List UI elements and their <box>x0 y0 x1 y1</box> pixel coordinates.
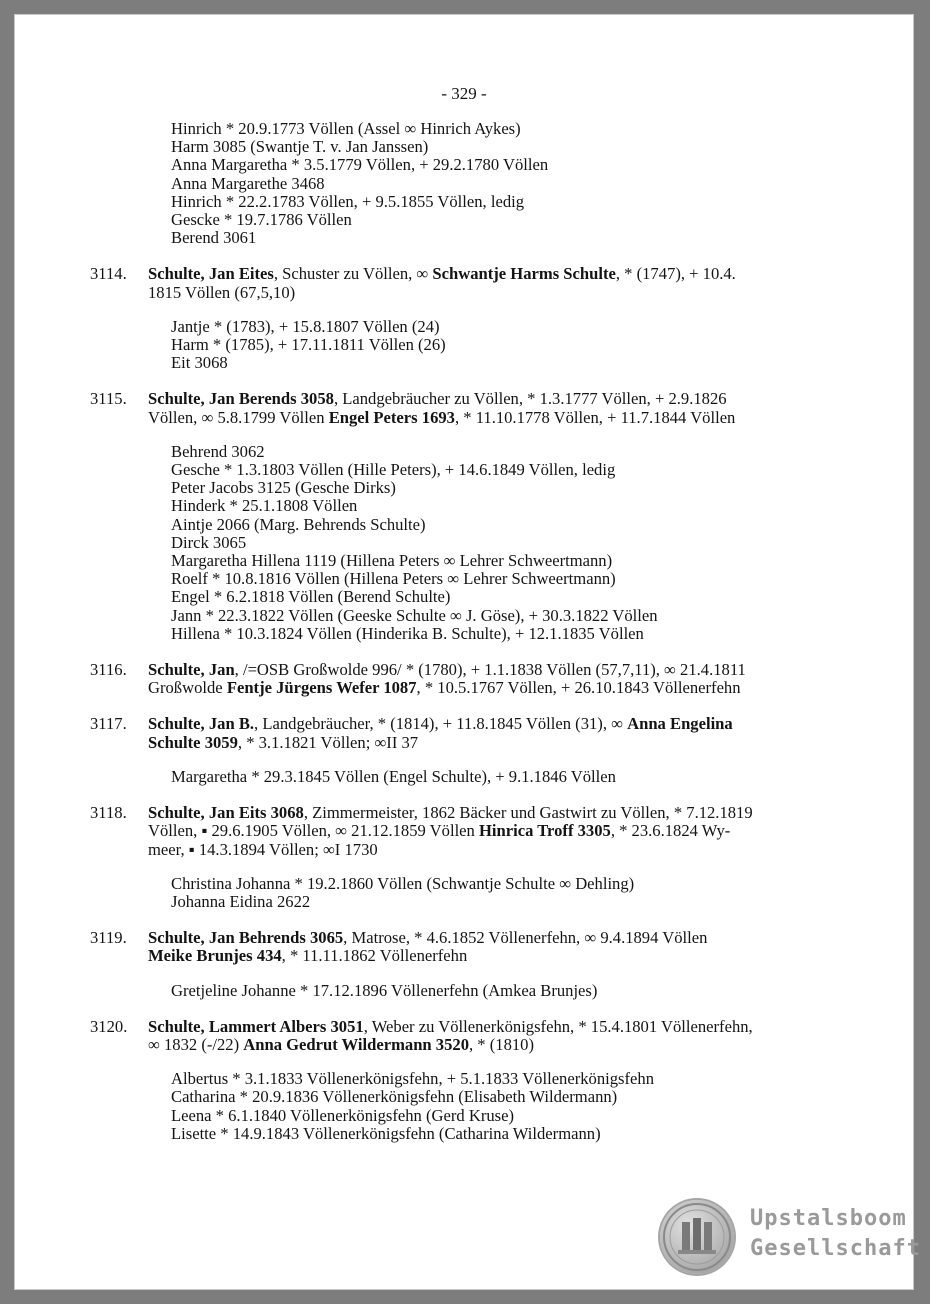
child-line: Margaretha * 29.3.1845 Völlen (Engel Schulte), + 9.1.1846 Völlen <box>171 766 616 786</box>
entry-number: 3115. <box>90 389 127 409</box>
logo-line-2: Gesellschaft <box>750 1236 921 1261</box>
child-line: Lisette * 14.9.1843 Völlenerkönigsfehn (Catharina Wildermann) <box>171 1123 601 1143</box>
person-name: Schulte, Jan Eits 3068 <box>148 803 304 823</box>
child-line: Albertus * 3.1.1833 Völlenerkönigsfehn, + 5.1.1833 Völlenerkönigsfehn <box>171 1069 654 1089</box>
person-name: Schulte, Lammert Albers 3051 <box>148 1016 364 1036</box>
entry-number: 3114. <box>90 264 127 284</box>
seal-icon <box>660 1200 734 1274</box>
entry-text: , Weber zu Völlenerkönigsfehn, * 15.4.1801 Völlenerfehn, <box>363 1016 753 1036</box>
entry-number: 3117. <box>90 714 127 734</box>
document-page <box>14 14 921 1290</box>
genealogy-entry <box>90 265 860 301</box>
child-line: Behrend 3062 <box>171 441 265 461</box>
person-name: Schulte, Jan Behrends 3065 <box>148 928 344 948</box>
entry-heading-line <box>148 715 860 733</box>
entry-heading-line <box>148 841 860 859</box>
upstalsboom-logo <box>660 1200 921 1280</box>
entry-heading-line <box>148 822 860 840</box>
child-line: Harm * (1785), + 17.11.1811 Völlen (26) <box>171 335 446 355</box>
person-name: Schulte, Jan Eites <box>148 264 274 284</box>
child-line: Jann * 22.3.1822 Völlen (Geeske Schulte ∞ J. Göse), + 30.3.1822 Völlen <box>171 605 658 625</box>
child-line: Hinrich * 22.2.1783 Völlen, + 9.5.1855 Völlen, ledig <box>171 191 525 211</box>
child-line: Margaretha Hillena 1119 (Hillena Peters ∞ Lehrer Schweertmann) <box>171 551 613 571</box>
child-line: Catharina * 20.9.1836 Völlenerkönigsfehn (Elisabeth Wildermann) <box>171 1087 618 1107</box>
child-line: Engel * 6.2.1818 Völlen (Berend Schulte) <box>171 587 451 607</box>
child-line: Hinderk * 25.1.1808 Völlen <box>171 496 358 516</box>
child-line: Berend 3061 <box>171 228 257 248</box>
person-name: Anna Engelina <box>627 714 733 734</box>
children-list <box>90 875 860 911</box>
entry-heading-line <box>148 679 860 697</box>
entry-number: 3119. <box>90 928 127 948</box>
entry-text: Großwolde <box>148 678 227 698</box>
entry-heading-line <box>148 661 860 679</box>
entry-text: ∞ 1832 (-/22) <box>148 1034 244 1054</box>
child-line: Leena * 6.1.1840 Völlenerkönigsfehn (Gerd Kruse) <box>171 1105 514 1125</box>
child-line: Gretjeline Johanne * 17.12.1896 Völlenerfehn (Amkea Brunjes) <box>171 980 598 1000</box>
entry-text: , * (1810) <box>469 1034 534 1054</box>
person-name: Schulte, Jan B. <box>148 714 255 734</box>
entry-text: , * 10.5.1767 Völlen, + 26.10.1843 Völlenerfehn <box>416 678 741 698</box>
logo-text <box>750 1204 921 1264</box>
genealogy-entry <box>90 804 860 859</box>
children-list <box>90 443 860 643</box>
children-list <box>90 318 860 373</box>
child-line: Roelf * 10.8.1816 Völlen (Hillena Peters ∞ Lehrer Schweertmann) <box>171 569 616 589</box>
entry-text: , Schuster zu Völlen, ∞ <box>273 264 433 284</box>
entry-text: , * 11.10.1778 Völlen, + 11.7.1844 Völlen <box>454 407 736 427</box>
person-name: Schulte 3059 <box>148 732 238 752</box>
genealogy-entry <box>90 715 860 751</box>
entry-heading-line <box>148 929 860 947</box>
person-name: Schulte, Jan Berends 3058 <box>148 389 334 409</box>
genealogy-entry <box>90 1018 860 1054</box>
entry-heading-line <box>148 1036 860 1054</box>
child-line: Anna Margaretha * 3.5.1779 Völlen, + 29.2.1780 Völlen <box>171 155 549 175</box>
child-line: Hillena * 10.3.1824 Völlen (Hinderika B. Schulte), + 12.1.1835 Völlen <box>171 623 644 643</box>
child-line: Anna Margarethe 3468 <box>171 173 325 193</box>
child-line: Jantje * (1783), + 15.8.1807 Völlen (24) <box>171 316 440 336</box>
children-list <box>90 768 860 786</box>
person-name: Meike Brunjes 434 <box>148 946 282 966</box>
person-name: Schulte, Jan <box>148 660 235 680</box>
children-list <box>90 1070 860 1143</box>
entry-heading-line <box>148 284 860 302</box>
child-line: Johanna Eidina 2622 <box>171 891 311 911</box>
entry-heading-line <box>148 1018 860 1036</box>
child-line: Eit 3068 <box>171 353 228 373</box>
genealogy-entry <box>90 929 860 965</box>
logo-line-1: Upstalsboom <box>750 1206 907 1231</box>
entry-text: Völlen, ∞ 5.8.1799 Völlen <box>148 407 329 427</box>
entry-text: , * 23.6.1824 Wy- <box>610 821 731 841</box>
entry-text: , * 3.1.1821 Völlen; ∞II 37 <box>237 732 419 752</box>
person-name: Hinrica Troff 3305 <box>478 821 611 841</box>
genealogy-entry <box>90 390 860 426</box>
entry-text: , * 11.11.1862 Völlenerfehn <box>281 946 468 966</box>
entry-heading-line <box>148 804 860 822</box>
entry-heading-line <box>148 409 860 427</box>
child-line: Christina Johanna * 19.2.1860 Völlen (Schwantje Schulte ∞ Dehling) <box>171 873 635 893</box>
person-name: Engel Peters 1693 <box>328 407 455 427</box>
page-number: - 329 - <box>441 84 487 103</box>
entry-heading-line <box>148 947 860 965</box>
child-line: Hinrich * 20.9.1773 Völlen (Assel ∞ Hinrich Aykes) <box>171 119 521 138</box>
entry-text: , * (1747), + 10.4. <box>615 264 736 284</box>
entry-number: 3116. <box>90 660 127 680</box>
entry-heading-line <box>148 390 860 408</box>
entry-text: 1815 Völlen (67,5,10) <box>148 282 296 302</box>
entry-text: , Zimmermeister, 1862 Bäcker und Gastwirt zu Völlen, * 7.12.1819 <box>303 803 753 823</box>
entry-text: , Landgebräucher, * (1814), + 11.8.1845 Völlen (31), ∞ <box>254 714 628 734</box>
entry-text: , Matrose, * 4.6.1852 Völlenerfehn, ∞ 9.4.1894 Völlen <box>343 928 708 948</box>
child-line: Gescke * 19.7.1786 Völlen <box>171 210 352 230</box>
entry-number: 3120. <box>90 1016 128 1036</box>
child-line: Gesche * 1.3.1803 Völlen (Hille Peters), + 14.6.1849 Völlen, ledig <box>171 460 616 480</box>
person-name: Anna Gedrut Wildermann 3520 <box>243 1034 469 1054</box>
child-line: Peter Jacobs 3125 (Gesche Dirks) <box>171 478 396 498</box>
child-line: Aintje 2066 (Marg. Behrends Schulte) <box>171 514 426 534</box>
entry-heading-line <box>148 265 860 283</box>
entry-text: Völlen, ▪ 29.6.1905 Völlen, ∞ 21.12.1859 Völlen <box>148 821 479 841</box>
genealogy-content <box>90 120 860 1143</box>
top-children-list <box>90 120 860 247</box>
entry-text: , Landgebräucher zu Völlen, * 1.3.1777 Völlen, + 2.9.1826 <box>333 389 727 409</box>
entry-number: 3118. <box>90 803 127 823</box>
person-name: Fentje Jürgens Wefer 1087 <box>226 678 417 698</box>
entry-heading-line <box>148 734 860 752</box>
child-line: Dirck 3065 <box>171 532 247 552</box>
entry-text: meer, ▪ 14.3.1894 Völlen; ∞I 1730 <box>148 839 378 859</box>
person-name: Schwantje Harms Schulte <box>432 264 616 284</box>
genealogy-entry <box>90 661 860 697</box>
child-line: Harm 3085 (Swantje T. v. Jan Janssen) <box>171 137 429 157</box>
children-list <box>90 982 860 1000</box>
entry-text: , /=OSB Großwolde 996/ * (1780), + 1.1.1838 Völlen (57,7,11), ∞ 21.4.1811 <box>234 660 746 680</box>
entries-list <box>90 247 860 1143</box>
